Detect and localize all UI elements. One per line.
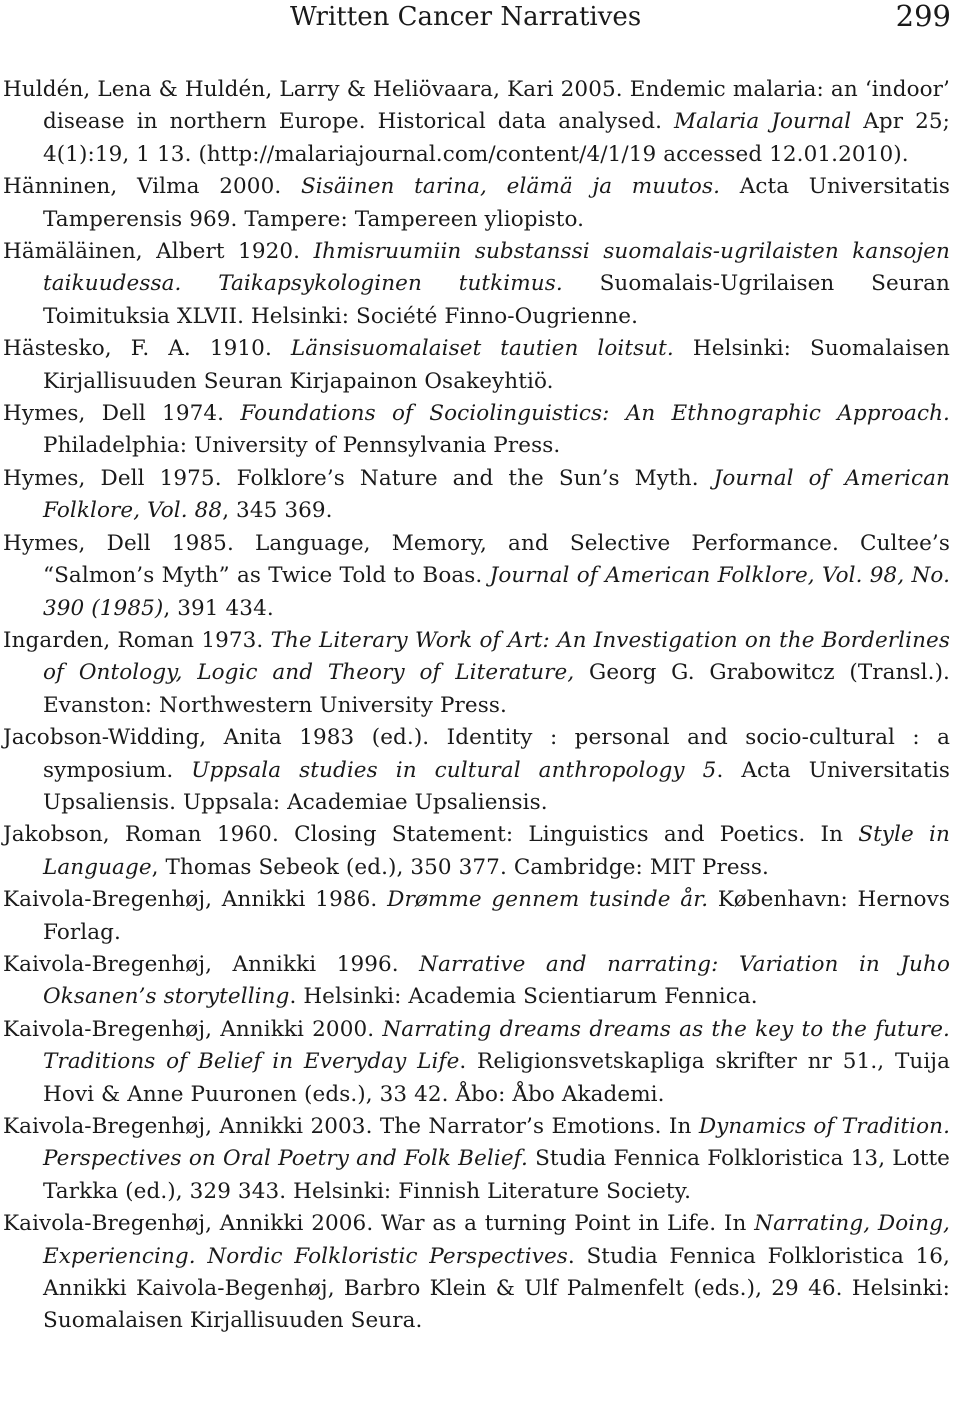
reference-text-segment: Hänninen, Vilma 2000. [3, 174, 301, 200]
running-title: Written Cancer Narratives [290, 2, 642, 32]
page-number: 299 [895, 0, 951, 33]
reference-entry [3, 74, 950, 171]
reference-text-segment: Kaivola-Bregenhøj, Annikki 2000. [3, 1016, 383, 1042]
reference-text-segment: Kaivola-Bregenhøj, Annikki 1996. [3, 951, 420, 977]
reference-entry [3, 1014, 950, 1111]
reference-entry [3, 1111, 950, 1208]
reference-entry [3, 398, 950, 463]
reference-text-segment: Huldén, Lena & Huldén, Larry & Heliövaara, Kari 2005. Endemic malaria: an ‘indoor’ disease in northern Europe. Historical data analysed. [3, 77, 950, 135]
reference-entry [3, 171, 950, 236]
reference-title-segment: Narrating, Doing, Experiencing. Nordic Folkloristic Perspectives [43, 1211, 950, 1269]
reference-text-segment: , 391 434. [163, 595, 274, 621]
reference-text-segment: København: Hernovs Forlag. [43, 887, 950, 945]
reference-title-segment: The Literary Work of Art: An Investigation on the Borderlines of Ontology, Logic and Theory of Literature, [43, 627, 950, 686]
reference-entry [3, 236, 950, 333]
reference-text-segment: Apr 25; 4(1):19, 1 13. (http://malariajournal.com/content/4/1/19 accessed 12.01.2010). [43, 109, 951, 167]
reference-entry [3, 722, 950, 819]
reference-text-segment: Suomalais-Ugrilaisen Seuran Toimituksia XLVII. Helsinki: Société Finno-Ougrienne. [43, 271, 950, 329]
reference-text-segment: Hämäläinen, Albert 1920. [3, 239, 314, 265]
reference-entry [3, 463, 950, 528]
reference-text-segment: Hästesko, F. A. 1910. [3, 336, 291, 362]
reference-text-segment: Hymes, Dell 1974. [3, 401, 241, 427]
reference-text-segment: Jakobson, Roman 1960. Closing Statement: Linguistics and Poetics. In [3, 822, 859, 848]
reference-title-segment: Foundations of Sociolinguistics: An Ethnographic Approach. [240, 401, 950, 427]
reference-text-segment: . Helsinki: Academia Scientiarum Fennica. [289, 984, 758, 1010]
reference-list [3, 74, 950, 1338]
reference-title-segment: Sisäinen tarina, elämä ja muutos. [300, 174, 721, 200]
reference-title-segment: Narrating dreams dreams as the key to the future. Traditions of Belief in Everyday Life [43, 1016, 950, 1075]
reference-entry [3, 625, 950, 722]
reference-title-segment: Ihmisruumiin substanssi suomalais-ugrilaisten kansojen taikuudessa. Taikapsykologinen tutkimus. [43, 239, 950, 297]
reference-title-segment: Narrative and narrating: Variation in Juho Oksanen’s storytelling [43, 951, 950, 1010]
reference-title-segment: Journal of American Folklore, Vol. 98, No. 390 (1985) [43, 563, 951, 621]
reference-text-segment: Acta Universitatis Tamperensis 969. Tampere: Tampereen yliopisto. [43, 174, 950, 232]
reference-entry [3, 949, 950, 1014]
reference-text-segment: Philadelphia: University of Pennsylvania Press. [43, 433, 561, 459]
reference-text-segment: Georg G. Grabowitcz (Transl.). Evanston: Northwestern University Press. [43, 660, 950, 718]
reference-text-segment: . Acta Universitatis Upsaliensis. Uppsala: Academiae Upsaliensis. [43, 757, 951, 815]
reference-entry [3, 884, 950, 949]
reference-entry [3, 333, 950, 398]
reference-text-segment: Hymes, Dell 1975. Folklore’s Nature and the Sun’s Myth. [3, 465, 714, 491]
reference-title-segment: Uppsala studies in cultural anthropology 5 [191, 757, 717, 783]
reference-text-segment: . Religionsvetskapliga skrifter nr 51., Tuija Hovi & Anne Puuronen (eds.), 33 42. Åbo: Åbo Akademi. [43, 1049, 950, 1107]
reference-text-segment: , 345 369. [222, 498, 333, 524]
reference-text-segment: Kaivola-Bregenhøj, Annikki 2003. The Narrator’s Emotions. In [3, 1114, 699, 1139]
reference-title-segment: Style in Language [43, 822, 950, 880]
reference-text-segment: Ingarden, Roman 1973. [3, 627, 271, 653]
reference-text-segment: Kaivola-Bregenhøj, Annikki 1986. [3, 887, 388, 913]
reference-text-segment: Helsinki: Suomalaisen Kirjallisuuden Seuran Kirjapainon Osakeyhtiö. [43, 336, 950, 394]
reference-entry [3, 528, 950, 625]
reference-text-segment: , Thomas Sebeok (ed.), 350 377. Cambridge: MIT Press. [151, 854, 769, 880]
reference-text-segment: Studia Fennica Folkloristica 13, Lotte Tarkka (ed.), 329 343. Helsinki: Finnish Literature Society. [43, 1146, 951, 1204]
running-header [0, 0, 960, 34]
reference-entry [3, 819, 950, 884]
reference-text-segment: Jacobson-Widding, Anita 1983 (ed.). Identity : personal and socio-cultural : a symposium. [3, 725, 950, 783]
reference-title-segment: Journal of American Folklore, Vol. 88 [43, 465, 950, 524]
reference-title-segment: Länsisuomalaiset tautien loitsut. [290, 336, 674, 362]
reference-text-segment: Kaivola-Bregenhøj, Annikki 2006. War as a turning Point in Life. In [3, 1211, 755, 1237]
reference-text-segment: Hymes, Dell 1985. Language, Memory, and Selective Performance. Cultee’s “Salmon’s Myth” as Twice Told to Boas. [3, 530, 950, 589]
reference-title-segment: Drømme gennem tusinde år. [387, 887, 709, 913]
reference-title-segment: Malaria Journal [674, 109, 852, 135]
reference-text-segment: . Studia Fennica Folkloristica 16, Annikki Kaivola-Begenhøj, Barbro Klein & Ulf Palmenfelt (eds.), 29 46. Helsinki: Suomalaisen Kirjallisuuden Seura. [43, 1243, 950, 1334]
reference-title-segment: Dynamics of Tradition. Perspectives on Oral Poetry and Folk Belief. [43, 1114, 951, 1172]
reference-entry [3, 1208, 950, 1338]
